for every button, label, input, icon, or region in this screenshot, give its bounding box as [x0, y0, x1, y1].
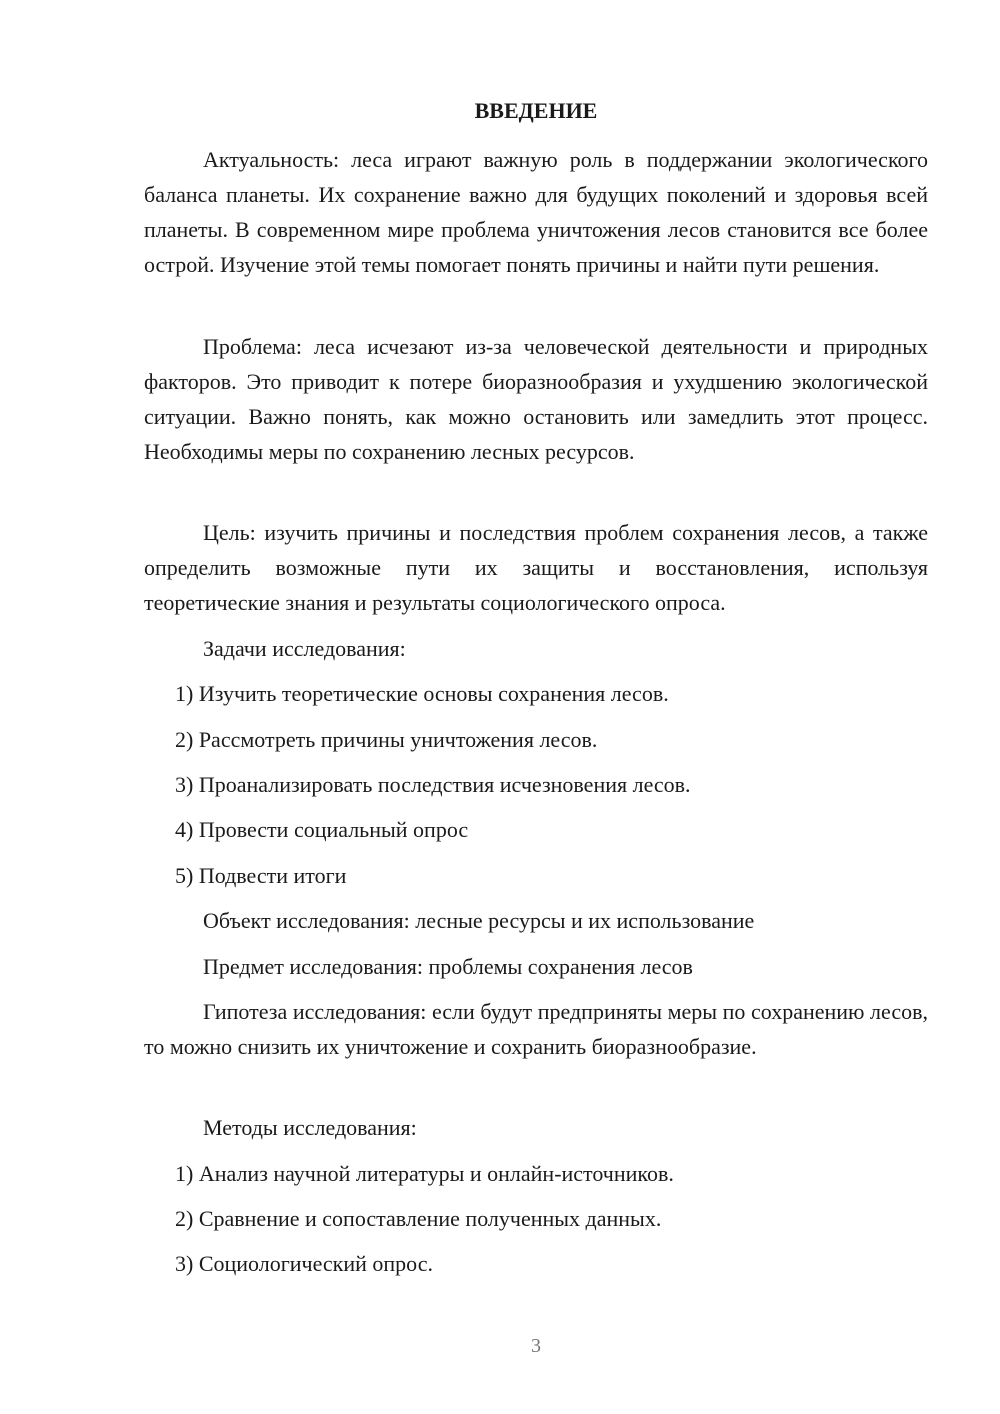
methods-title: Методы исследования:	[203, 1115, 417, 1140]
method-item-1: 1) Анализ научной литературы и онлайн-источников.	[175, 1161, 674, 1186]
method-item-3: 3) Социологический опрос.	[175, 1251, 433, 1276]
goal-paragraph: Цель: изучить причины и последствия проблем сохранения лесов, а также определить возможные пути их защиты и восстановления, используя теоретические знания и результаты социологического опроса.	[144, 520, 928, 615]
document-page	[144, 0, 928, 1414]
task-item-2: 2) Рассмотреть причины уничтожения лесов.	[175, 727, 598, 752]
method-item-2: 2) Сравнение и сопоставление полученных данных.	[175, 1206, 662, 1231]
task-item-5: 5) Подвести итоги	[175, 863, 347, 888]
task-item-1: 1) Изучить теоретические основы сохранения лесов.	[175, 681, 669, 706]
hypothesis-paragraph: Гипотеза исследования: если будут предприняты меры по сохранению лесов, то можно снизить их уничтожение и сохранить биоразнообразие.	[144, 999, 928, 1059]
task-item-3: 3) Проанализировать последствия исчезновения лесов.	[175, 772, 691, 797]
research-subject: Предмет исследования: проблемы сохранения лесов	[203, 954, 693, 979]
task-item-4: 4) Провести социальный опрос	[175, 817, 469, 842]
page-number: 3	[531, 1335, 541, 1357]
research-object: Объект исследования: лесные ресурсы и их использование	[203, 908, 755, 933]
relevance-paragraph: Актуальность: леса играют важную роль в поддержании экологического баланса планеты. Их сохранение важно для будущих поколений и здоровья всей планеты. В современном мире проблема уничтожения лесов становится все более острой. Изучение этой темы помогает понять причины и найти пути решения.	[144, 147, 928, 277]
tasks-title: Задачи исследования:	[203, 636, 406, 661]
page-title: ВВЕДЕНИЕ	[474, 98, 598, 123]
problem-paragraph: Проблема: леса исчезают из-за человеческой деятельности и природных факторов. Это приводит к потере биоразнообразия и ухудшению экологической ситуации. Важно понять, как можно остановить или замедлить этот процесс. Необходимы меры по сохранению лесных ресурсов.	[144, 334, 928, 464]
